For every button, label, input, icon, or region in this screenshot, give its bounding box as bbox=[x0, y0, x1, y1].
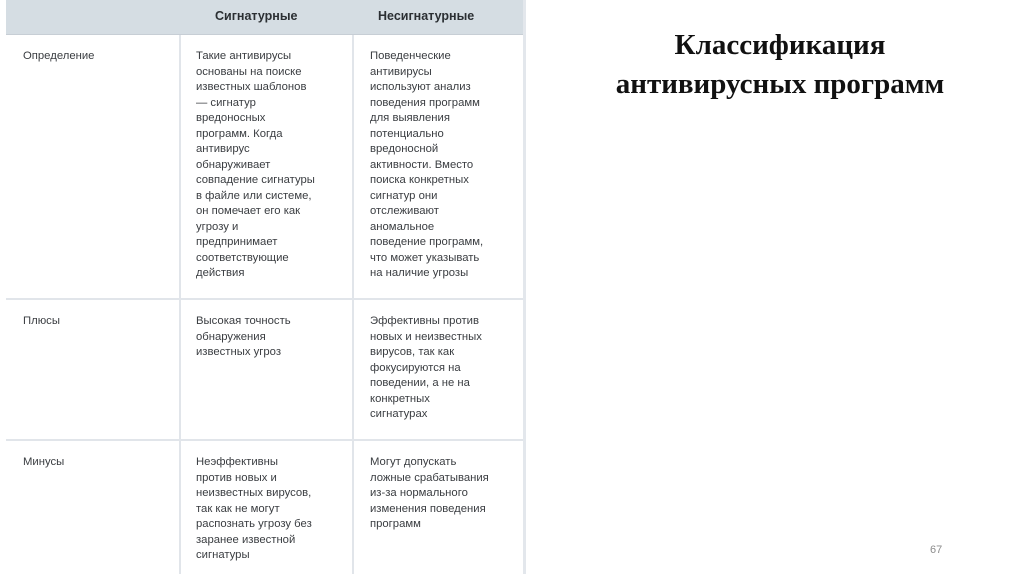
table-row-cons bbox=[6, 441, 523, 574]
cell-pros-nonsignature: Эффективны против новых и неизвестных вирусов, так как фокусируются на поведении, а не на конкретных сигнатурах bbox=[352, 300, 523, 439]
slide-title-line2: антивирусных программ bbox=[615, 68, 945, 100]
table-row-definition bbox=[6, 35, 523, 300]
table-row-pros bbox=[6, 300, 523, 441]
header-signature: Сигнатурные bbox=[215, 9, 298, 23]
row-label-pros: Плюсы bbox=[23, 315, 60, 327]
cell-definition-signature: Такие антивирусы основаны на поиске известных шаблонов — сигнатур вредоносных программ. Когда антивирус обнаруживает совпадение сигнатуры в файле или системе, он помечает его как угрозу и предпринимает соответствующие действия bbox=[179, 35, 352, 298]
row-label-cons: Минусы bbox=[23, 456, 65, 468]
cell-cons-signature: Неэффективны против новых и неизвестных вирусов, так как не могут распознать угрозу без заранее известной сигнатуры bbox=[179, 441, 352, 574]
row-label-definition: Определение bbox=[23, 50, 95, 62]
slide-title-line1: Классификация bbox=[674, 29, 886, 61]
table-header bbox=[6, 0, 523, 35]
cell-pros-signature: Высокая точность обнаружения известных угроз bbox=[179, 300, 352, 439]
page-number: 67 bbox=[930, 544, 943, 556]
header-nonsignature: Несигнатурные bbox=[378, 9, 475, 23]
cell-cons-nonsignature: Могут допускать ложные срабатывания из-за нормального изменения поведения программ bbox=[352, 441, 523, 574]
cell-definition-nonsignature: Поведенческие антивирусы используют анализ поведения программ для выявления потенциально вредоносной активности. Вместо поиска конкретных сигнатур они отслеживают аномальное поведение программ, что может указывать на наличие угрозы bbox=[352, 35, 523, 298]
slide-title bbox=[560, 26, 1000, 104]
comparison-table bbox=[6, 0, 526, 574]
